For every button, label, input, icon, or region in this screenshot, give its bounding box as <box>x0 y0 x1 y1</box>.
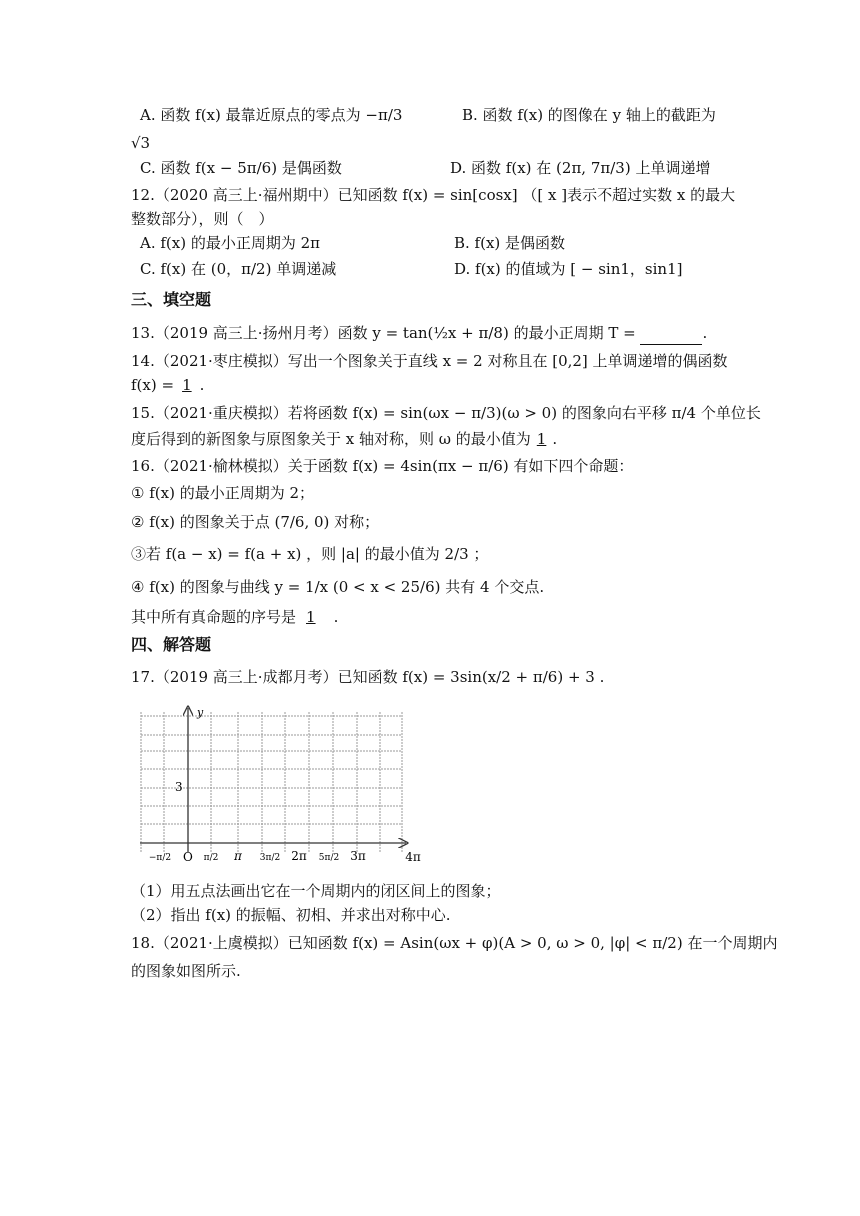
q16-end: . <box>333 608 339 626</box>
q18-stem-line1: 18.（2021·上虞模拟）已知函数 f(x) = Asin(ωx + φ)(A > 0, ω > 0, |φ| < π/2) 在一个周期内 <box>131 934 778 952</box>
q13-blank <box>640 322 702 345</box>
q12-stem-line2: 整数部分），则（ ） <box>131 210 274 228</box>
q12-option-a: A. f(x) 的最小正周期为 2π <box>140 234 321 252</box>
q16-stem: 16.（2021·榆林模拟）关于函数 f(x) = 4sin(πx − π/6) 有如下四个命题： <box>131 457 634 475</box>
y-axis-label: y <box>197 706 204 719</box>
q15-stem-line2 <box>131 428 557 450</box>
q14-answer: 1 <box>182 376 192 394</box>
q11-option-c: C. 函数 f(x − 5π/6) 是偶函数 <box>140 159 342 177</box>
x-tick-label: π/2 <box>203 853 219 863</box>
x-tick-label: 3π/2 <box>259 853 281 863</box>
q11-option-b-cont: √3 <box>131 134 151 152</box>
q13-end: . <box>702 324 708 342</box>
q16-proposition-2: ② f(x) 的图象关于点 (7/6, 0) 对称； <box>131 513 380 531</box>
x-tick-label: 4π <box>405 850 421 864</box>
q14-stem-line1: 14.（2021·枣庄模拟）写出一个图象关于直线 x = 2 对称且在 [0,2] 上单调递增的偶函数 <box>131 352 728 370</box>
section-heading-solve: 四、解答题 <box>131 635 212 654</box>
q12-option-b: B. f(x) 是偶函数 <box>454 234 566 252</box>
q12-option-d: D. f(x) 的值域为 [ − sin1，sin1] <box>454 260 683 278</box>
origin-label: O <box>183 850 193 864</box>
q14-prefix: f(x) = <box>131 376 175 394</box>
q16-proposition-3: ③若 f(a − x) = f(a + x) ，则 |a| 的最小值为 2/3 ； <box>131 545 489 563</box>
q12-option-c: C. f(x) 在 (0，π/2) 单调递减 <box>140 260 337 278</box>
q13-stem <box>131 322 707 345</box>
coordinate-grid <box>140 702 440 874</box>
q16-prefix: 其中所有真命题的序号是 <box>131 608 297 626</box>
q11-option-a: A. 函数 f(x) 最靠近原点的零点为 −π/3 <box>140 106 403 124</box>
q17-sub-2: （2）指出 f(x) 的振幅、初相、并求出对称中心. <box>131 906 451 924</box>
q16-proposition-1: ① f(x) 的最小正周期为 2； <box>131 484 315 502</box>
y-tick-label: 3 <box>175 780 183 794</box>
x-tick-label: −π/2 <box>148 853 172 863</box>
q16-proposition-4: ④ f(x) 的图象与曲线 y = 1/x (0 < x < 25/6) 共有 4 个交点. <box>131 578 545 596</box>
q11-option-d: D. 函数 f(x) 在 (2π, 7π/3) 上单调递增 <box>450 159 711 177</box>
q15-answer: 1 <box>536 430 547 448</box>
x-tick-label: π <box>234 849 242 863</box>
q15-stem-line1: 15.（2021·重庆模拟）若将函数 f(x) = sin(ωx − π/3)(ω > 0) 的图象向右平移 π/4 个单位长 <box>131 404 761 422</box>
q12-stem-line1: 12.（2020 高三上·福州期中）已知函数 f(x) = sin[cosx] （[ x ]表示不超过实数 x 的最大 <box>131 186 736 204</box>
x-tick-label: 5π/2 <box>318 853 340 863</box>
x-tick-label: 2π <box>291 849 307 863</box>
x-tick-label: 3π <box>350 849 366 863</box>
q16-question <box>131 606 338 628</box>
q17-stem: 17.（2019 高三上·成都月考）已知函数 f(x) = 3sin(x/2 + π/6) + 3 . <box>131 668 605 686</box>
section-heading-fill-in: 三、填空题 <box>131 290 212 309</box>
q14-stem-line2 <box>131 374 204 396</box>
q17-sub-1: （1）用五点法画出它在一个周期内的闭区间上的图象； <box>131 882 501 900</box>
grid-horizontal-lines <box>141 716 402 824</box>
q14-end: . <box>199 376 205 394</box>
q15-end: . <box>552 430 558 448</box>
q18-stem-line2: 的图象如图所示. <box>131 962 241 980</box>
q15-prefix: 度后得到的新图象与原图象关于 x 轴对称，则 ω 的最小值为 <box>131 430 531 448</box>
q13-text: 13.（2019 高三上·扬州月考）函数 y = tan(½x + π/8) 的最小正周期 T = <box>131 324 636 342</box>
q16-answer: 1 <box>306 608 316 626</box>
q11-option-b: B. 函数 f(x) 的图像在 y 轴上的截距为 <box>462 106 716 124</box>
